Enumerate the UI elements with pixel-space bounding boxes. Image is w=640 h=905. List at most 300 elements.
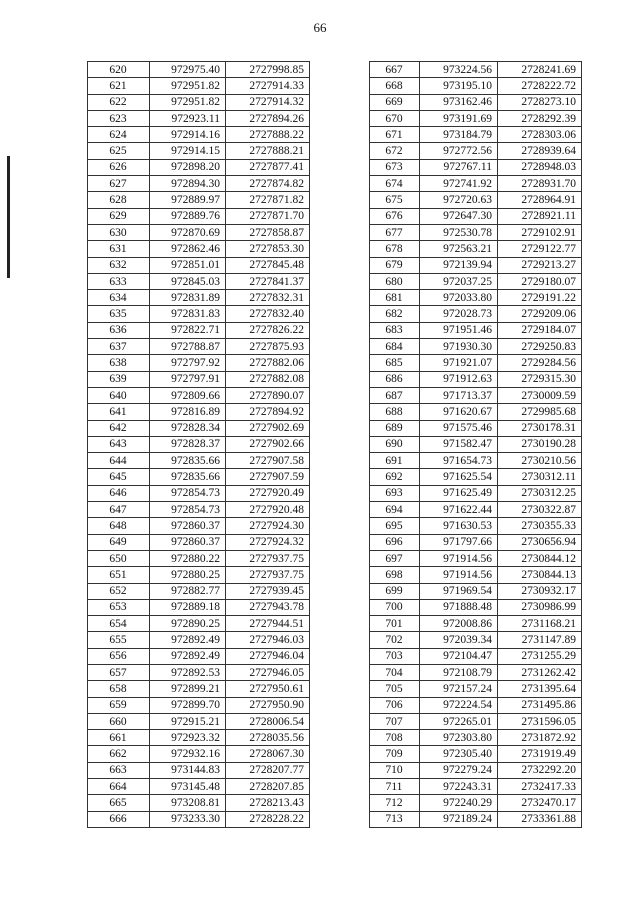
table-row: [88, 681, 310, 697]
point-number-cell: 683: [370, 322, 420, 338]
y-coordinate-cell: 2730312.25: [498, 485, 582, 501]
y-coordinate-cell: 2728222.72: [498, 78, 582, 94]
x-coordinate-cell: 972889.97: [150, 192, 226, 208]
y-coordinate-cell: 2728939.64: [498, 143, 582, 159]
point-number-cell: 662: [88, 746, 150, 762]
point-number-cell: 629: [88, 208, 150, 224]
y-coordinate-cell: 2727832.40: [226, 306, 310, 322]
x-coordinate-cell: 972860.37: [150, 534, 226, 550]
point-number-cell: 676: [370, 208, 420, 224]
x-coordinate-cell: 972720.63: [420, 192, 498, 208]
point-number-cell: 659: [88, 697, 150, 713]
table-row: [88, 224, 310, 240]
table-row: [370, 339, 582, 355]
point-number-cell: 647: [88, 502, 150, 518]
x-coordinate-cell: 972828.34: [150, 420, 226, 436]
table-row: [370, 485, 582, 501]
y-coordinate-cell: 2730312.11: [498, 469, 582, 485]
table-row: [370, 224, 582, 240]
table-row: [88, 192, 310, 208]
x-coordinate-cell: 972828.37: [150, 436, 226, 452]
x-coordinate-cell: 972797.91: [150, 371, 226, 387]
x-coordinate-cell: 971622.44: [420, 502, 498, 518]
point-number-cell: 638: [88, 355, 150, 371]
table-row: [370, 502, 582, 518]
y-coordinate-cell: 2731919.49: [498, 746, 582, 762]
x-coordinate-cell: 973191.69: [420, 110, 498, 126]
y-coordinate-cell: 2727894.26: [226, 110, 310, 126]
table-row: [88, 664, 310, 680]
table-row: [88, 94, 310, 110]
point-number-cell: 675: [370, 192, 420, 208]
x-coordinate-cell: 971630.53: [420, 518, 498, 534]
y-coordinate-cell: 2728207.77: [226, 762, 310, 778]
table-row: [370, 192, 582, 208]
y-coordinate-cell: 2730322.87: [498, 502, 582, 518]
y-coordinate-cell: 2731262.42: [498, 664, 582, 680]
x-coordinate-cell: 972890.25: [150, 616, 226, 632]
point-number-cell: 625: [88, 143, 150, 159]
point-number-cell: 632: [88, 257, 150, 273]
table-row: [370, 550, 582, 566]
y-coordinate-cell: 2730210.56: [498, 453, 582, 469]
x-coordinate-cell: 972915.21: [150, 713, 226, 729]
x-coordinate-cell: 972563.21: [420, 241, 498, 257]
x-coordinate-cell: 972854.73: [150, 502, 226, 518]
x-coordinate-cell: 972892.49: [150, 648, 226, 664]
table-row: [370, 94, 582, 110]
x-coordinate-cell: 971797.66: [420, 534, 498, 550]
y-coordinate-cell: 2732417.33: [498, 779, 582, 795]
table-row: [88, 159, 310, 175]
table-row: [88, 371, 310, 387]
x-coordinate-cell: 972851.01: [150, 257, 226, 273]
point-number-cell: 691: [370, 453, 420, 469]
point-number-cell: 709: [370, 746, 420, 762]
table-row: [88, 583, 310, 599]
x-coordinate-cell: 971912.63: [420, 371, 498, 387]
x-coordinate-cell: 972835.66: [150, 469, 226, 485]
point-number-cell: 626: [88, 159, 150, 175]
point-number-cell: 685: [370, 355, 420, 371]
point-number-cell: 630: [88, 224, 150, 240]
table-row: [370, 110, 582, 126]
x-coordinate-cell: 971969.54: [420, 583, 498, 599]
point-number-cell: 692: [370, 469, 420, 485]
table-row: [88, 713, 310, 729]
table-row: [88, 339, 310, 355]
x-coordinate-cell: 972894.30: [150, 176, 226, 192]
x-coordinate-cell: 972889.18: [150, 599, 226, 615]
point-number-cell: 678: [370, 241, 420, 257]
x-coordinate-cell: 972788.87: [150, 339, 226, 355]
point-number-cell: 708: [370, 730, 420, 746]
point-number-cell: 637: [88, 339, 150, 355]
point-number-cell: 700: [370, 599, 420, 615]
table-row: [88, 779, 310, 795]
x-coordinate-cell: 972892.53: [150, 664, 226, 680]
x-coordinate-cell: 972303.80: [420, 730, 498, 746]
point-number-cell: 681: [370, 290, 420, 306]
table-row: [370, 322, 582, 338]
x-coordinate-cell: 971888.48: [420, 599, 498, 615]
point-number-cell: 705: [370, 681, 420, 697]
point-number-cell: 684: [370, 339, 420, 355]
x-coordinate-cell: 972240.29: [420, 795, 498, 811]
point-number-cell: 624: [88, 127, 150, 143]
x-coordinate-cell: 972809.66: [150, 387, 226, 403]
y-coordinate-cell: 2727888.22: [226, 127, 310, 143]
point-number-cell: 679: [370, 257, 420, 273]
x-coordinate-cell: 971575.46: [420, 420, 498, 436]
y-coordinate-cell: 2727924.32: [226, 534, 310, 550]
y-coordinate-cell: 2727826.22: [226, 322, 310, 338]
y-coordinate-cell: 2732292.20: [498, 762, 582, 778]
point-number-cell: 674: [370, 176, 420, 192]
table-row: [370, 648, 582, 664]
point-number-cell: 701: [370, 616, 420, 632]
y-coordinate-cell: 2727924.30: [226, 518, 310, 534]
y-coordinate-cell: 2729250.83: [498, 339, 582, 355]
table-row: [370, 241, 582, 257]
x-coordinate-cell: 972139.94: [420, 257, 498, 273]
point-number-cell: 693: [370, 485, 420, 501]
table-row: [370, 159, 582, 175]
table-row: [88, 404, 310, 420]
point-number-cell: 663: [88, 762, 150, 778]
x-coordinate-cell: 971914.56: [420, 567, 498, 583]
point-number-cell: 644: [88, 453, 150, 469]
scan-margin-mark: [7, 156, 10, 278]
y-coordinate-cell: 2731255.29: [498, 648, 582, 664]
page-number: 66: [313, 20, 327, 35]
x-coordinate-cell: 973184.79: [420, 127, 498, 143]
table-row: [88, 534, 310, 550]
x-coordinate-cell: 972880.25: [150, 567, 226, 583]
point-number-cell: 627: [88, 176, 150, 192]
y-coordinate-cell: 2728931.70: [498, 176, 582, 192]
x-coordinate-cell: 971930.30: [420, 339, 498, 355]
y-coordinate-cell: 2729213.27: [498, 257, 582, 273]
x-coordinate-cell: 972898.20: [150, 159, 226, 175]
y-coordinate-cell: 2727907.59: [226, 469, 310, 485]
x-coordinate-cell: 972305.40: [420, 746, 498, 762]
table-row: [370, 713, 582, 729]
table-row: [88, 143, 310, 159]
point-number-cell: 682: [370, 306, 420, 322]
x-coordinate-cell: 972951.82: [150, 94, 226, 110]
y-coordinate-cell: 2728213.43: [226, 795, 310, 811]
point-number-cell: 649: [88, 534, 150, 550]
x-coordinate-cell: 971625.49: [420, 485, 498, 501]
point-number-cell: 664: [88, 779, 150, 795]
x-coordinate-cell: 972189.24: [420, 811, 498, 827]
y-coordinate-cell: 2727920.49: [226, 485, 310, 501]
point-number-cell: 702: [370, 632, 420, 648]
table-row: [370, 681, 582, 697]
x-coordinate-cell: 971625.54: [420, 469, 498, 485]
y-coordinate-cell: 2727894.92: [226, 404, 310, 420]
y-coordinate-cell: 2727946.05: [226, 664, 310, 680]
point-number-cell: 704: [370, 664, 420, 680]
table-row: [370, 143, 582, 159]
y-coordinate-cell: 2730009.59: [498, 387, 582, 403]
y-coordinate-cell: 2727874.82: [226, 176, 310, 192]
point-number-cell: 635: [88, 306, 150, 322]
table-row: [88, 485, 310, 501]
table-row: [88, 322, 310, 338]
point-number-cell: 646: [88, 485, 150, 501]
point-number-cell: 661: [88, 730, 150, 746]
y-coordinate-cell: 2727950.90: [226, 697, 310, 713]
table-row: [370, 599, 582, 615]
table-row: [88, 420, 310, 436]
table-row: [370, 208, 582, 224]
table-row: [88, 127, 310, 143]
x-coordinate-cell: 972914.16: [150, 127, 226, 143]
x-coordinate-cell: 972923.11: [150, 110, 226, 126]
point-number-cell: 686: [370, 371, 420, 387]
x-coordinate-cell: 972923.32: [150, 730, 226, 746]
y-coordinate-cell: 2731147.89: [498, 632, 582, 648]
table-row: [370, 62, 582, 78]
x-coordinate-cell: 973224.56: [420, 62, 498, 78]
y-coordinate-cell: 2729315.30: [498, 371, 582, 387]
x-coordinate-cell: 972816.89: [150, 404, 226, 420]
table-row: [88, 273, 310, 289]
x-coordinate-cell: 972845.03: [150, 273, 226, 289]
point-number-cell: 687: [370, 387, 420, 403]
table-row: [88, 208, 310, 224]
y-coordinate-cell: 2728273.10: [498, 94, 582, 110]
x-coordinate-cell: 972854.73: [150, 485, 226, 501]
y-coordinate-cell: 2730844.13: [498, 567, 582, 583]
x-coordinate-cell: 972860.37: [150, 518, 226, 534]
table-row: [370, 567, 582, 583]
table-row: [370, 779, 582, 795]
table-row: [370, 616, 582, 632]
point-number-cell: 622: [88, 94, 150, 110]
y-coordinate-cell: 2730178.31: [498, 420, 582, 436]
x-coordinate-cell: 971620.67: [420, 404, 498, 420]
point-number-cell: 653: [88, 599, 150, 615]
x-coordinate-cell: 973145.48: [150, 779, 226, 795]
y-coordinate-cell: 2727882.06: [226, 355, 310, 371]
table-row: [88, 518, 310, 534]
x-coordinate-cell: 972899.70: [150, 697, 226, 713]
point-number-cell: 688: [370, 404, 420, 420]
y-coordinate-cell: 2729985.68: [498, 404, 582, 420]
y-coordinate-cell: 2728921.11: [498, 208, 582, 224]
point-number-cell: 655: [88, 632, 150, 648]
point-number-cell: 671: [370, 127, 420, 143]
point-number-cell: 673: [370, 159, 420, 175]
x-coordinate-cell: 972741.92: [420, 176, 498, 192]
table-row: [370, 664, 582, 680]
y-coordinate-cell: 2727920.48: [226, 502, 310, 518]
x-coordinate-cell: 972108.79: [420, 664, 498, 680]
y-coordinate-cell: 2729102.91: [498, 224, 582, 240]
table-row: [88, 355, 310, 371]
y-coordinate-cell: 2727946.03: [226, 632, 310, 648]
y-coordinate-cell: 2729284.56: [498, 355, 582, 371]
point-number-cell: 670: [370, 110, 420, 126]
y-coordinate-cell: 2730844.12: [498, 550, 582, 566]
point-number-cell: 666: [88, 811, 150, 827]
point-number-cell: 660: [88, 713, 150, 729]
table-row: [88, 469, 310, 485]
y-coordinate-cell: 2727943.78: [226, 599, 310, 615]
y-coordinate-cell: 2729122.77: [498, 241, 582, 257]
table-row: [370, 436, 582, 452]
y-coordinate-cell: 2727998.85: [226, 62, 310, 78]
y-coordinate-cell: 2730190.28: [498, 436, 582, 452]
y-coordinate-cell: 2727946.04: [226, 648, 310, 664]
point-number-cell: 645: [88, 469, 150, 485]
y-coordinate-cell: 2729209.06: [498, 306, 582, 322]
point-number-cell: 650: [88, 550, 150, 566]
x-coordinate-cell: 972224.54: [420, 697, 498, 713]
table-row: [88, 110, 310, 126]
x-coordinate-cell: 972767.11: [420, 159, 498, 175]
y-coordinate-cell: 2728006.54: [226, 713, 310, 729]
x-coordinate-cell: 973208.81: [150, 795, 226, 811]
x-coordinate-cell: 973162.46: [420, 94, 498, 110]
table-row: [88, 306, 310, 322]
point-number-cell: 633: [88, 273, 150, 289]
x-coordinate-cell: 972033.80: [420, 290, 498, 306]
point-number-cell: 669: [370, 94, 420, 110]
point-number-cell: 677: [370, 224, 420, 240]
table-row: [88, 648, 310, 664]
table-row: [370, 632, 582, 648]
x-coordinate-cell: 972975.40: [150, 62, 226, 78]
table-row: [88, 567, 310, 583]
y-coordinate-cell: 2727937.75: [226, 550, 310, 566]
y-coordinate-cell: 2733361.88: [498, 811, 582, 827]
y-coordinate-cell: 2727871.70: [226, 208, 310, 224]
point-number-cell: 698: [370, 567, 420, 583]
x-coordinate-cell: 972862.46: [150, 241, 226, 257]
point-number-cell: 703: [370, 648, 420, 664]
x-coordinate-cell: 973233.30: [150, 811, 226, 827]
x-coordinate-cell: 972243.31: [420, 779, 498, 795]
point-number-cell: 707: [370, 713, 420, 729]
table-row: [88, 78, 310, 94]
point-number-cell: 620: [88, 62, 150, 78]
point-number-cell: 699: [370, 583, 420, 599]
x-coordinate-cell: 972831.83: [150, 306, 226, 322]
table-row: [370, 306, 582, 322]
point-number-cell: 628: [88, 192, 150, 208]
y-coordinate-cell: 2728303.06: [498, 127, 582, 143]
table-row: [370, 387, 582, 403]
point-number-cell: 654: [88, 616, 150, 632]
point-number-cell: 665: [88, 795, 150, 811]
x-coordinate-cell: 972797.92: [150, 355, 226, 371]
point-number-cell: 712: [370, 795, 420, 811]
x-coordinate-cell: 972530.78: [420, 224, 498, 240]
table-row: [370, 355, 582, 371]
y-coordinate-cell: 2727888.21: [226, 143, 310, 159]
x-coordinate-cell: 972037.25: [420, 273, 498, 289]
point-number-cell: 697: [370, 550, 420, 566]
point-number-cell: 634: [88, 290, 150, 306]
y-coordinate-cell: 2727871.82: [226, 192, 310, 208]
y-coordinate-cell: 2728292.39: [498, 110, 582, 126]
x-coordinate-cell: 972880.22: [150, 550, 226, 566]
y-coordinate-cell: 2730656.94: [498, 534, 582, 550]
table-row: [370, 127, 582, 143]
table-row: [88, 746, 310, 762]
y-coordinate-cell: 2727944.51: [226, 616, 310, 632]
y-coordinate-cell: 2731168.21: [498, 616, 582, 632]
table-row: [370, 583, 582, 599]
point-number-cell: 695: [370, 518, 420, 534]
y-coordinate-cell: 2732470.17: [498, 795, 582, 811]
y-coordinate-cell: 2727939.45: [226, 583, 310, 599]
table-row: [370, 534, 582, 550]
table-row: [370, 811, 582, 827]
point-number-cell: 641: [88, 404, 150, 420]
y-coordinate-cell: 2727875.93: [226, 339, 310, 355]
y-coordinate-cell: 2730355.33: [498, 518, 582, 534]
y-coordinate-cell: 2731495.86: [498, 697, 582, 713]
x-coordinate-cell: 973144.83: [150, 762, 226, 778]
coordinates-table-right: [369, 61, 582, 828]
y-coordinate-cell: 2731395.64: [498, 681, 582, 697]
y-coordinate-cell: 2729180.07: [498, 273, 582, 289]
x-coordinate-cell: 972951.82: [150, 78, 226, 94]
point-number-cell: 668: [370, 78, 420, 94]
y-coordinate-cell: 2730986.99: [498, 599, 582, 615]
x-coordinate-cell: 972835.66: [150, 453, 226, 469]
x-coordinate-cell: 972104.47: [420, 648, 498, 664]
y-coordinate-cell: 2727902.66: [226, 436, 310, 452]
x-coordinate-cell: 972028.73: [420, 306, 498, 322]
point-number-cell: 623: [88, 110, 150, 126]
point-number-cell: 672: [370, 143, 420, 159]
table-row: [370, 518, 582, 534]
point-number-cell: 636: [88, 322, 150, 338]
table-row: [370, 730, 582, 746]
table-row: [88, 436, 310, 452]
point-number-cell: 667: [370, 62, 420, 78]
point-number-cell: 713: [370, 811, 420, 827]
y-coordinate-cell: 2727914.32: [226, 94, 310, 110]
table-row: [370, 290, 582, 306]
table-row: [88, 632, 310, 648]
x-coordinate-cell: 972647.30: [420, 208, 498, 224]
x-coordinate-cell: 972889.76: [150, 208, 226, 224]
y-coordinate-cell: 2730932.17: [498, 583, 582, 599]
table-row: [88, 811, 310, 827]
table-row: [370, 257, 582, 273]
x-coordinate-cell: 971713.37: [420, 387, 498, 403]
table-row: [88, 387, 310, 403]
table-row: [370, 762, 582, 778]
table-row: [370, 453, 582, 469]
x-coordinate-cell: 972870.69: [150, 224, 226, 240]
point-number-cell: 689: [370, 420, 420, 436]
point-number-cell: 621: [88, 78, 150, 94]
point-number-cell: 658: [88, 681, 150, 697]
table-row: [88, 550, 310, 566]
point-number-cell: 656: [88, 648, 150, 664]
point-number-cell: 706: [370, 697, 420, 713]
y-coordinate-cell: 2727914.33: [226, 78, 310, 94]
table-row: [88, 453, 310, 469]
